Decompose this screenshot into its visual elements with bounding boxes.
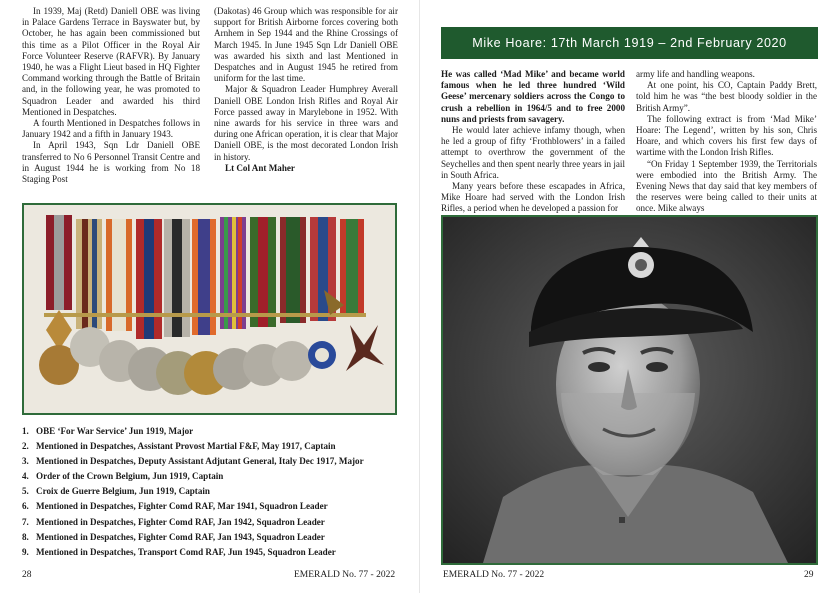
list-number: 1. <box>22 426 29 436</box>
left-column-2 <box>214 6 398 174</box>
paragraph: Major & Squadron Leader Humphrey Averall Daniell OBE London Irish Rifles and Royal Air Force passed away in Marylebone in 1952. With nine awards for his service in three wars and during one African operation, it is clear that Major Daniell OBE, is the most decorated London Irish in history. <box>214 84 398 162</box>
list-item <box>22 454 402 469</box>
paragraph: In 1939, Maj (Retd) Daniell OBE was living in Palace Gardens Terrace in Bayswater but, by October, he has again been commissioned but this time as a Pilot Officer in the Royal Air Force Volunteer Reserve (RAFVR). By January 1940, he was a Flight Lieut based in HQ Fighter Command working through the Battle of Britain and, in the following year, he was promoted to Squadron Leader and awarded his third Mentioned in Despatches. <box>22 6 200 117</box>
list-number: 4. <box>22 471 29 482</box>
medal-ribbons <box>46 215 364 339</box>
left-column-1 <box>22 6 200 185</box>
list-item <box>22 545 402 560</box>
paragraph: “On Friday 1 September 1939, the Territorials were embodied into the British Army. The Evening News that day said that key members of the reserves were being called to their units at once. Mike always <box>636 158 817 214</box>
list-text: Mentioned in Despatches, Assistant Provost Martial F&F, May 1917, Captain <box>36 441 336 452</box>
portrait-illustration <box>443 217 816 563</box>
list-text: Order of the Crown Belgium, Jun 1919, Captain <box>36 471 224 482</box>
page-number: 29 <box>804 570 814 580</box>
list-text: Mentioned in Despatches, Transport Comd RAF, Jun 1945, Squadron Leader <box>36 546 336 557</box>
list-number: 6. <box>22 501 29 512</box>
list-number: 8. <box>22 531 29 542</box>
article-title: Mike Hoare: 17th March 1919 – 2nd February 2020 <box>472 36 787 50</box>
list-text: Mentioned in Despatches, Fighter Comd RAF, Jan 1942, Squadron Leader <box>36 516 325 527</box>
lead-paragraph: He was called ‘Mad Mike’ and became world famous when he led three hundred ‘Wild Geese’ mercenary soldiers across the Congo to crush a rebellion in 1964/5 and to free 2000 nuns and priests from savagery. <box>441 69 625 124</box>
medal-group-photo <box>22 203 397 415</box>
list-text: Mentioned in Despatches, Fighter Comd RAF, Mar 1941, Squadron Leader <box>36 501 328 512</box>
list-text: Croix de Guerre Belgium, Jun 1919, Captain <box>36 486 210 497</box>
paragraph: The following extract is from ‘Mad Mike’ Hoare: The Legend’, written by his son, Chris Hoare, and which covers his first few days of wartime with the London Irish Rifles. <box>636 113 817 158</box>
list-item <box>22 515 402 530</box>
right-column-1 <box>441 69 625 215</box>
list-text: OBE ‘For War Service’ Jun 1919, Major <box>36 426 194 436</box>
page-number: 28 <box>22 570 32 580</box>
article-title-banner <box>441 27 818 59</box>
list-item <box>22 499 402 514</box>
paragraph: army life and handling weapons. <box>636 69 755 79</box>
portrait-photo <box>441 215 818 565</box>
list-number: 2. <box>22 441 29 452</box>
paragraph: (Dakotas) 46 Group which was responsible for air support for British Airborne forces covering both Arnhem in Sep 1944 and the Rhine Crossings of March 1945. In June 1945 Sqn Ldr Daniell OBE was awarded his sixth and last Mentioned in Despatches and in August 1945 he retired from uniform for the last time. <box>214 6 398 84</box>
list-number: 7. <box>22 516 29 527</box>
paragraph: In April 1943, Sqn Ldr Daniell OBE transferred to No 6 Personnel Transit Centre and in August 1944 he is working from No 18 Staging Post <box>22 140 200 185</box>
list-text: Mentioned in Despatches, Deputy Assistant Adjutant General, Italy Dec 1917, Major <box>36 456 364 467</box>
list-number: 9. <box>22 546 29 557</box>
magazine-footer: EMERALD No. 77 - 2022 <box>294 570 396 580</box>
paragraph: At one point, his CO, Captain Paddy Brett, told him he was “the best bloody soldier in the British Army”. <box>636 80 817 113</box>
list-item <box>22 424 402 439</box>
list-item <box>22 469 402 484</box>
magazine-footer: EMERALD No. 77 - 2022 <box>443 570 545 580</box>
list-text: Mentioned in Despatches, Fighter Comd RAF, Jan 1943, Squadron Leader <box>36 531 325 542</box>
paragraph: Many years before these escapades in Africa, Mike Hoare had served with the London Irish Rifles, a period when he developed a passion for <box>441 181 625 214</box>
right-column-2 <box>636 69 817 215</box>
list-number: 5. <box>22 486 29 497</box>
list-item <box>22 484 402 499</box>
paragraph: A fourth Mentioned in Despatches follows in January 1942 and a fifth in January 1943. <box>22 118 200 140</box>
medals-illustration <box>24 205 395 413</box>
author-signature: Lt Col Ant Maher <box>225 162 295 173</box>
list-item <box>22 530 402 545</box>
list-item <box>22 439 402 454</box>
list-number: 3. <box>22 456 29 467</box>
paragraph: He would later achieve infamy though, when he led a group of fifty ‘Frothblowers’ in a failed attempt to overthrow the government of the Seychelles and then spent nearly three years in jail in South Africa. <box>441 125 625 180</box>
medal-list <box>22 424 402 560</box>
